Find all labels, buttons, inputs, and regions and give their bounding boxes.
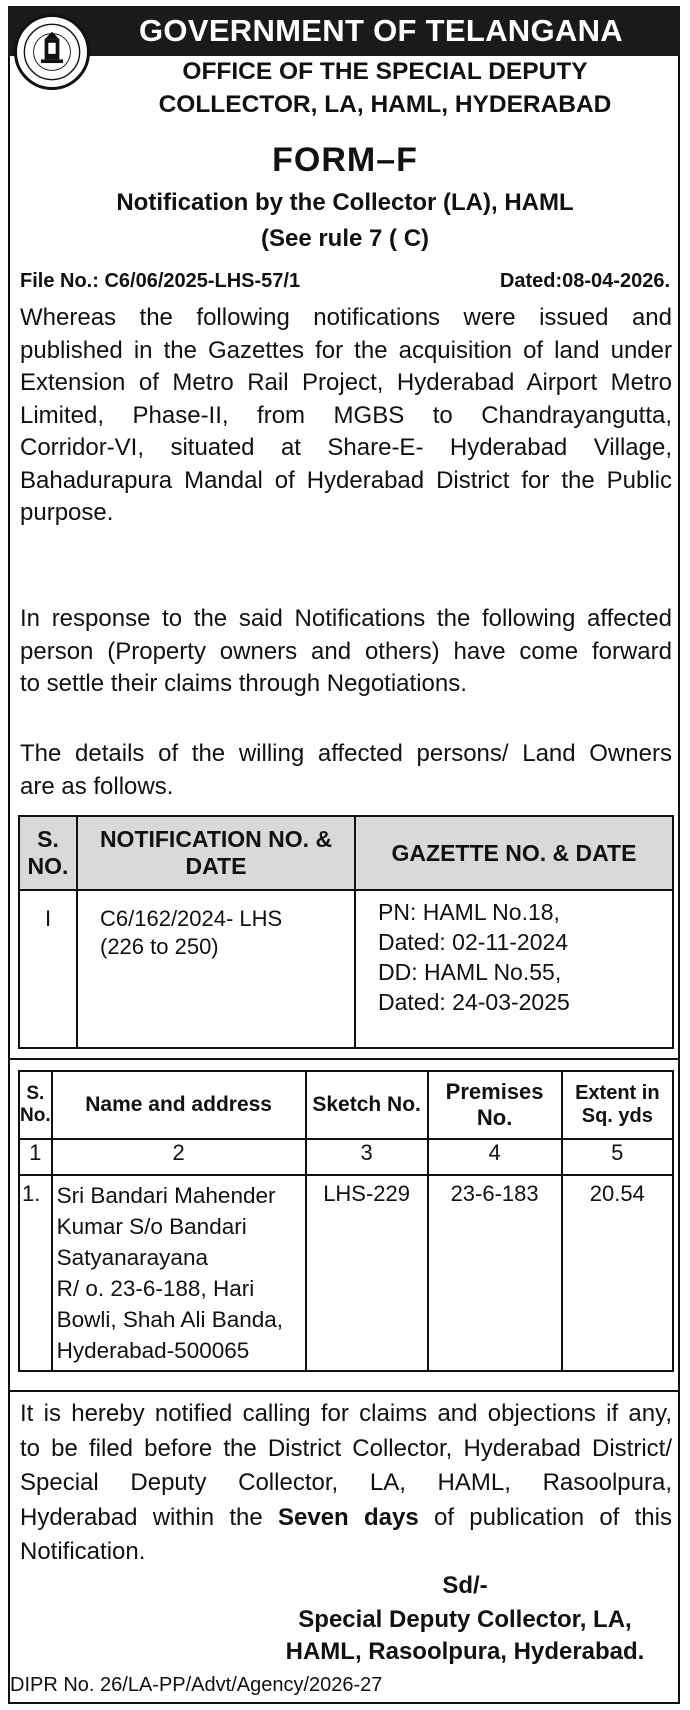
p3-line: The details of the willing affected persons/ Land Owners — [20, 740, 672, 767]
owner-sketch — [306, 1175, 428, 1371]
dipr-number: DIPR No. 26/LA-PP/Advt/Agency/2026-27 — [10, 1674, 383, 1696]
form-subtitle-1: Notification by the Collector (LA), HAML — [116, 189, 574, 216]
p1-line: Limited, Phase-II, from MGBS to Chandrayangutta, — [20, 401, 672, 429]
owner-line: Hyderabad-500065 — [56, 1338, 250, 1363]
closing-line — [20, 1501, 672, 1536]
gazette-line: Dated: 02-11-2024 — [378, 929, 569, 955]
file-number: File No.: C6/06/2025-LHS-57/1 — [20, 270, 301, 292]
owner-line: R/ o. 23-6-188, Hari — [56, 1276, 255, 1301]
paragraph-2 — [20, 603, 672, 701]
owner-sno-value: 1. — [22, 1181, 41, 1206]
gazette-line: Dated: 24-03-2025 — [378, 989, 570, 1015]
p2-line: In response to the said Notifications the following affected — [20, 605, 672, 632]
owner-sno — [19, 1175, 52, 1371]
file-line — [20, 270, 670, 293]
col-number: 3 — [306, 1139, 428, 1175]
telangana-emblem-icon — [14, 14, 90, 90]
p3-line: are as follows. — [20, 772, 174, 800]
government-title: GOVERNMENT OF TELANGANA — [139, 13, 623, 48]
owner-name-address — [52, 1175, 306, 1371]
row-gazette — [355, 890, 673, 1048]
notification-line: (226 to 250) — [100, 934, 219, 959]
owner-premises — [428, 1175, 562, 1371]
extent-value: 20.54 — [589, 1181, 645, 1206]
closing-text: Hyderabad within the — [20, 1503, 278, 1531]
owner-line: Sri Bandari Mahender — [56, 1183, 276, 1208]
office-line-2: COLLECTOR, LA, HAML, HYDERABAD — [158, 91, 612, 118]
owners-header-premises: Premises No. — [428, 1071, 562, 1139]
closing-line: Notification. — [20, 1538, 146, 1565]
paragraph-3 — [20, 738, 672, 803]
owners-header-extent: Extent in Sq. yds — [562, 1071, 673, 1139]
row-notification — [77, 890, 355, 1048]
p1-line: Bahadurapura Mandal of Hyderabad District for the Public — [20, 466, 672, 494]
owner-line: Bowli, Shah Ali Banda, — [56, 1307, 284, 1332]
col-number: 4 — [428, 1139, 562, 1175]
owner-line: Kumar S/o Bandari — [56, 1214, 247, 1239]
row-sno — [19, 890, 77, 1048]
sketch-value: LHS-229 — [323, 1181, 411, 1206]
sno-value: I — [44, 906, 52, 931]
p2-line: person (Property owners and others) have come forward — [20, 637, 672, 665]
owners-header-sno: S. No. — [19, 1071, 52, 1139]
col-number: 5 — [562, 1139, 673, 1175]
signature-sd: Sd/- — [442, 1572, 488, 1599]
signature-line-1: Special Deputy Collector, LA, — [298, 1606, 632, 1633]
section-divider — [8, 1390, 680, 1392]
notification-table — [18, 815, 674, 1049]
owners-header-sketch: Sketch No. — [306, 1071, 428, 1139]
seven-days: Seven days — [278, 1503, 419, 1531]
form-title: FORM–F — [272, 141, 418, 179]
closing-paragraph — [20, 1397, 672, 1570]
signature-line-2: HAML, Rasoolpura, Hyderabad. — [285, 1638, 645, 1665]
p1-line: Whereas the following notifications were issued and — [20, 304, 672, 331]
closing-line: It is hereby notified calling for claims and objections if any, — [20, 1400, 672, 1427]
gazette-line: PN: HAML No.18, — [378, 899, 560, 925]
owner-extent — [562, 1175, 673, 1371]
p1-line: Extension of Metro Rail Project, Hyderabad Airport Metro — [20, 369, 672, 396]
paragraph-1 — [20, 302, 672, 530]
owners-header-name: Name and address — [52, 1071, 306, 1139]
premises-value: 23-6-183 — [450, 1181, 539, 1206]
closing-line: to be filed before the District Collector, Hyderabad District/ — [20, 1434, 672, 1462]
owner-line: Satyanarayana — [56, 1245, 208, 1270]
p2-line: to settle their claims through Negotiations. — [20, 670, 467, 697]
dated: Dated:08-04-2026. — [499, 270, 670, 292]
header-sno: S. NO. — [19, 816, 77, 890]
office-line-1: OFFICE OF THE SPECIAL DEPUTY — [182, 58, 588, 85]
p1-line: purpose. — [20, 499, 114, 526]
section-divider — [8, 1058, 680, 1060]
gazette-line: DD: HAML No.55, — [378, 959, 562, 985]
owners-table — [18, 1070, 674, 1372]
closing-text: of publication of this — [418, 1503, 672, 1531]
col-number: 2 — [52, 1139, 306, 1175]
header-gazette: GAZETTE NO. & DATE — [355, 816, 673, 890]
header-notification: NOTIFICATION NO. & DATE — [77, 816, 355, 890]
form-subtitle-2: (See rule 7 ( C) — [260, 225, 430, 252]
notification-line: C6/162/2024- LHS — [100, 906, 283, 931]
col-number: 1 — [19, 1139, 52, 1175]
p1-line: Corridor-VI, situated at Share-E- Hyderabad Village, — [20, 434, 672, 461]
closing-line: Special Deputy Collector, LA, HAML, Rasoolpura, — [20, 1469, 672, 1496]
p1-line: published in the Gazettes for the acquisition of land under — [20, 336, 672, 364]
